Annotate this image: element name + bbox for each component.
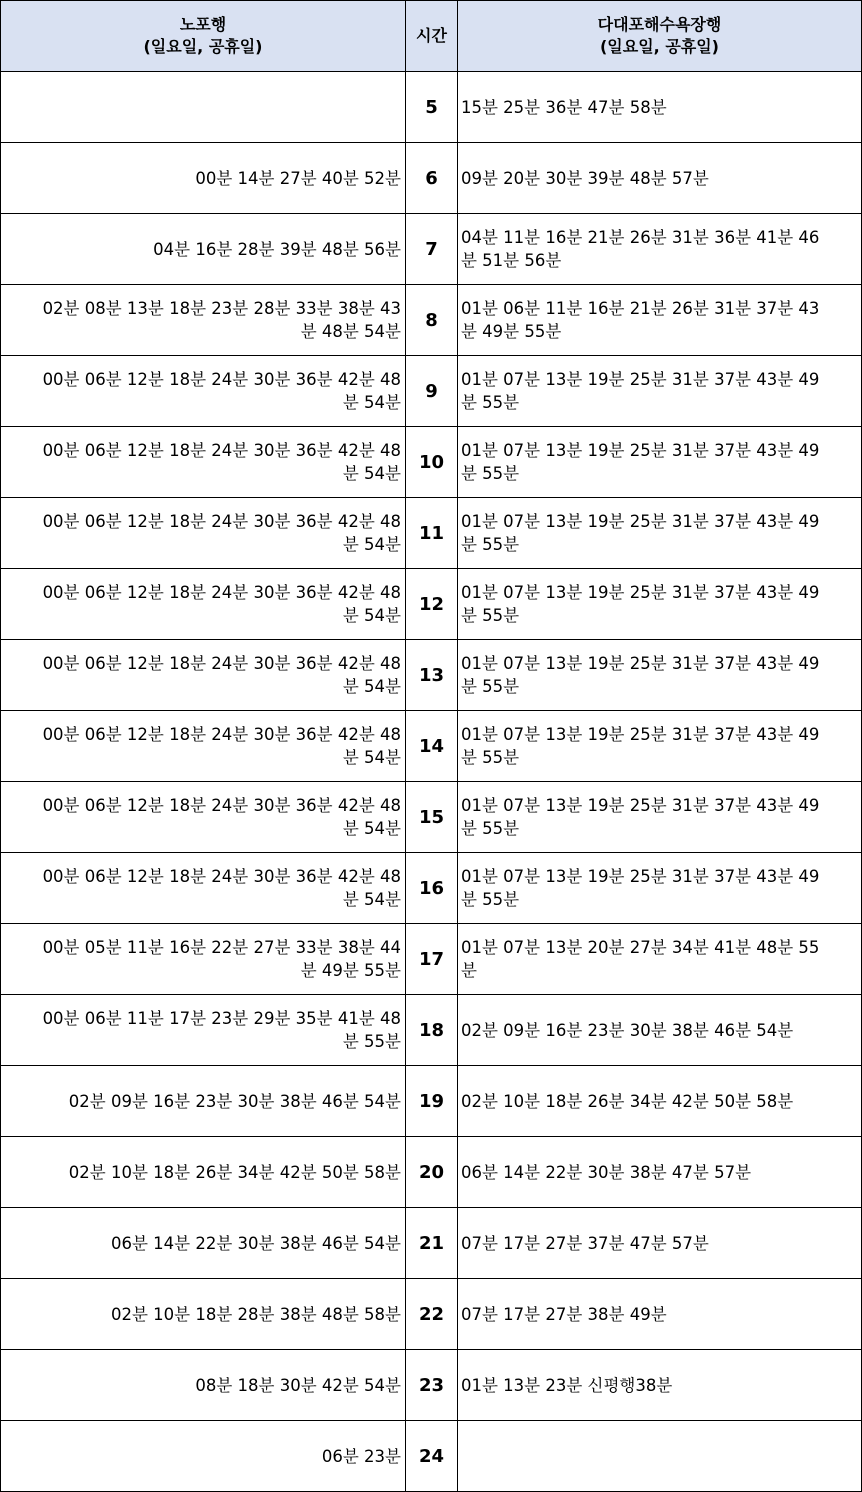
dadaepo-times-line: 04분 11분 16분 21분 26분 31분 36분 41분 46 (461, 228, 820, 247)
nopo-times-line: 분 54분 (342, 890, 401, 909)
dadaepo-times-cell (458, 640, 862, 711)
hour-cell: 9 (406, 356, 458, 427)
nopo-times-line: 06분 23분 (321, 1446, 401, 1466)
dadaepo-times-line: 분 55분 (461, 748, 520, 767)
nopo-times-cell (1, 143, 406, 214)
dadaepo-times-line: 01분 07분 13분 19분 25분 31분 37분 43분 49 (461, 512, 820, 531)
hour-cell: 5 (406, 72, 458, 143)
table-row (1, 853, 862, 924)
header-row (1, 1, 862, 72)
hour-cell: 24 (406, 1421, 458, 1492)
nopo-times-cell (1, 427, 406, 498)
dadaepo-times-line: 15분 25분 36분 47분 58분 (461, 97, 667, 117)
nopo-times-line: 06분 14분 22분 30분 38분 46분 54분 (110, 1233, 401, 1253)
dadaepo-times-line: 01분 07분 13분 19분 25분 31분 37분 43분 49 (461, 583, 820, 602)
nopo-times-cell (1, 356, 406, 427)
table-row (1, 1137, 862, 1208)
dadaepo-times-line: 06분 14분 22분 30분 38분 47분 57분 (461, 1162, 752, 1182)
nopo-times-line: 분 54분 (342, 393, 401, 412)
nopo-times-line: 00분 06분 12분 18분 24분 30분 36분 42분 48 (42, 725, 401, 744)
hour-cell: 8 (406, 285, 458, 356)
table-row (1, 143, 862, 214)
table-row (1, 1279, 862, 1350)
dadaepo-times-cell (458, 285, 862, 356)
dadaepo-times-line: 분 55분 (461, 819, 520, 838)
header-nopo-subtitle: (일요일, 공휴일) (143, 37, 263, 56)
hour-cell: 10 (406, 427, 458, 498)
dadaepo-times-line: 01분 07분 13분 19분 25분 31분 37분 43분 49 (461, 654, 820, 673)
dadaepo-times-cell (458, 1137, 862, 1208)
header-dadaepo (458, 1, 862, 72)
dadaepo-times-line: 분 51분 56분 (461, 251, 562, 270)
table-row (1, 285, 862, 356)
table-row (1, 356, 862, 427)
nopo-times-line: 분 49분 55분 (300, 961, 401, 980)
nopo-times-cell (1, 1137, 406, 1208)
dadaepo-times-cell (458, 214, 862, 285)
header-nopo-title: 노포행 (179, 15, 227, 34)
nopo-times-line: 02분 10분 18분 28분 38분 48분 58분 (110, 1304, 401, 1324)
nopo-times-line: 분 54분 (342, 464, 401, 483)
table-row (1, 1350, 862, 1421)
nopo-times-line: 02분 08분 13분 18분 23분 28분 33분 38분 43 (42, 299, 401, 318)
timetable-body (1, 72, 862, 1492)
nopo-times-line: 분 54분 (342, 535, 401, 554)
nopo-times-cell (1, 924, 406, 995)
nopo-times-line: 분 55분 (342, 1032, 401, 1051)
hour-cell: 11 (406, 498, 458, 569)
dadaepo-times-cell (458, 1279, 862, 1350)
table-row (1, 214, 862, 285)
nopo-times-line: 00분 06분 12분 18분 24분 30분 36분 42분 48 (42, 654, 401, 673)
nopo-times-line: 04분 16분 28분 39분 48분 56분 (153, 239, 401, 259)
dadaepo-times-line: 분 55분 (461, 677, 520, 696)
nopo-times-line: 분 54분 (342, 748, 401, 767)
nopo-times-cell (1, 1350, 406, 1421)
hour-cell: 18 (406, 995, 458, 1066)
dadaepo-times-line: 02분 10분 18분 26분 34분 42분 50분 58분 (461, 1091, 794, 1111)
nopo-times-cell (1, 711, 406, 782)
nopo-times-cell (1, 853, 406, 924)
dadaepo-times-line: 분 (461, 961, 477, 980)
nopo-times-cell (1, 285, 406, 356)
nopo-times-cell (1, 1208, 406, 1279)
dadaepo-times-line: 01분 07분 13분 19분 25분 31분 37분 43분 49 (461, 725, 820, 744)
dadaepo-times-cell (458, 782, 862, 853)
dadaepo-times-line: 01분 13분 23분 신평행38분 (461, 1375, 673, 1395)
table-row (1, 1421, 862, 1492)
dadaepo-times-line: 09분 20분 30분 39분 48분 57분 (461, 168, 709, 188)
hour-cell: 7 (406, 214, 458, 285)
nopo-times-line: 분 48분 54분 (300, 322, 401, 341)
nopo-times-line: 00분 06분 12분 18분 24분 30분 36분 42분 48 (42, 441, 401, 460)
header-hour: 시간 (406, 1, 458, 72)
hour-cell: 17 (406, 924, 458, 995)
table-row (1, 569, 862, 640)
dadaepo-times-line: 분 55분 (461, 464, 520, 483)
hour-cell: 20 (406, 1137, 458, 1208)
nopo-times-cell (1, 1066, 406, 1137)
hour-cell: 12 (406, 569, 458, 640)
nopo-times-line: 00분 14분 27분 40분 52분 (195, 168, 401, 188)
nopo-times-line: 분 54분 (342, 677, 401, 696)
table-row (1, 995, 862, 1066)
table-row (1, 1066, 862, 1137)
table-row (1, 1208, 862, 1279)
dadaepo-times-line: 07분 17분 27분 38분 49분 (461, 1304, 667, 1324)
table-row (1, 640, 862, 711)
hour-cell: 13 (406, 640, 458, 711)
nopo-times-line: 00분 06분 12분 18분 24분 30분 36분 42분 48 (42, 370, 401, 389)
dadaepo-times-line: 01분 07분 13분 20분 27분 34분 41분 48분 55 (461, 938, 820, 957)
nopo-times-cell (1, 1279, 406, 1350)
dadaepo-times-cell (458, 356, 862, 427)
nopo-times-line: 00분 06분 12분 18분 24분 30분 36분 42분 48 (42, 796, 401, 815)
table-row (1, 72, 862, 143)
table-row (1, 924, 862, 995)
dadaepo-times-cell (458, 427, 862, 498)
dadaepo-times-line: 분 49분 55분 (461, 322, 562, 341)
dadaepo-times-line: 01분 07분 13분 19분 25분 31분 37분 43분 49 (461, 796, 820, 815)
header-nopo (1, 1, 406, 72)
dadaepo-times-line: 01분 07분 13분 19분 25분 31분 37분 43분 49 (461, 441, 820, 460)
hour-cell: 14 (406, 711, 458, 782)
dadaepo-times-cell (458, 569, 862, 640)
nopo-times-line: 00분 06분 12분 18분 24분 30분 36분 42분 48 (42, 583, 401, 602)
dadaepo-times-line: 01분 07분 13분 19분 25분 31분 37분 43분 49 (461, 370, 820, 389)
nopo-times-line: 08분 18분 30분 42분 54분 (195, 1375, 401, 1395)
hour-cell: 6 (406, 143, 458, 214)
dadaepo-times-line: 01분 06분 11분 16분 21분 26분 31분 37분 43 (461, 299, 820, 318)
nopo-times-cell (1, 782, 406, 853)
hour-cell: 21 (406, 1208, 458, 1279)
dadaepo-times-cell (458, 711, 862, 782)
table-row (1, 427, 862, 498)
dadaepo-times-line: 분 55분 (461, 890, 520, 909)
nopo-times-cell (1, 214, 406, 285)
table-row (1, 782, 862, 853)
dadaepo-times-line: 분 55분 (461, 393, 520, 412)
header-dadaepo-subtitle: (일요일, 공휴일) (599, 37, 719, 56)
dadaepo-times-cell (458, 1066, 862, 1137)
nopo-times-cell (1, 498, 406, 569)
dadaepo-times-line: 07분 17분 27분 37분 47분 57분 (461, 1233, 709, 1253)
nopo-times-cell (1, 1421, 406, 1492)
dadaepo-times-cell (458, 1350, 862, 1421)
dadaepo-times-cell (458, 1208, 862, 1279)
hour-cell: 19 (406, 1066, 458, 1137)
dadaepo-times-cell (458, 995, 862, 1066)
dadaepo-times-cell (458, 1421, 862, 1492)
dadaepo-times-cell (458, 72, 862, 143)
dadaepo-times-cell (458, 924, 862, 995)
nopo-times-line: 02분 09분 16분 23분 30분 38분 46분 54분 (68, 1091, 401, 1111)
hour-cell: 15 (406, 782, 458, 853)
nopo-times-line: 00분 06분 12분 18분 24분 30분 36분 42분 48 (42, 512, 401, 531)
dadaepo-times-line: 02분 09분 16분 23분 30분 38분 46분 54분 (461, 1020, 794, 1040)
nopo-times-line: 00분 05분 11분 16분 22분 27분 33분 38분 44 (42, 938, 401, 957)
header-dadaepo-title: 다대포해수욕장행 (597, 15, 722, 34)
dadaepo-times-line: 01분 07분 13분 19분 25분 31분 37분 43분 49 (461, 867, 820, 886)
hour-cell: 23 (406, 1350, 458, 1421)
nopo-times-cell (1, 640, 406, 711)
dadaepo-times-line: 분 55분 (461, 535, 520, 554)
nopo-times-cell (1, 72, 406, 143)
table-row (1, 711, 862, 782)
dadaepo-times-line: 분 55분 (461, 606, 520, 625)
nopo-times-cell (1, 995, 406, 1066)
dadaepo-times-cell (458, 143, 862, 214)
hour-cell: 22 (406, 1279, 458, 1350)
nopo-times-line: 02분 10분 18분 26분 34분 42분 50분 58분 (68, 1162, 401, 1182)
nopo-times-line: 분 54분 (342, 606, 401, 625)
nopo-times-line: 00분 06분 11분 17분 23분 29분 35분 41분 48 (42, 1009, 401, 1028)
hour-cell: 16 (406, 853, 458, 924)
nopo-times-line: 분 54분 (342, 819, 401, 838)
nopo-times-line: 00분 06분 12분 18분 24분 30분 36분 42분 48 (42, 867, 401, 886)
dadaepo-times-cell (458, 853, 862, 924)
table-row (1, 498, 862, 569)
nopo-times-cell (1, 569, 406, 640)
dadaepo-times-cell (458, 498, 862, 569)
